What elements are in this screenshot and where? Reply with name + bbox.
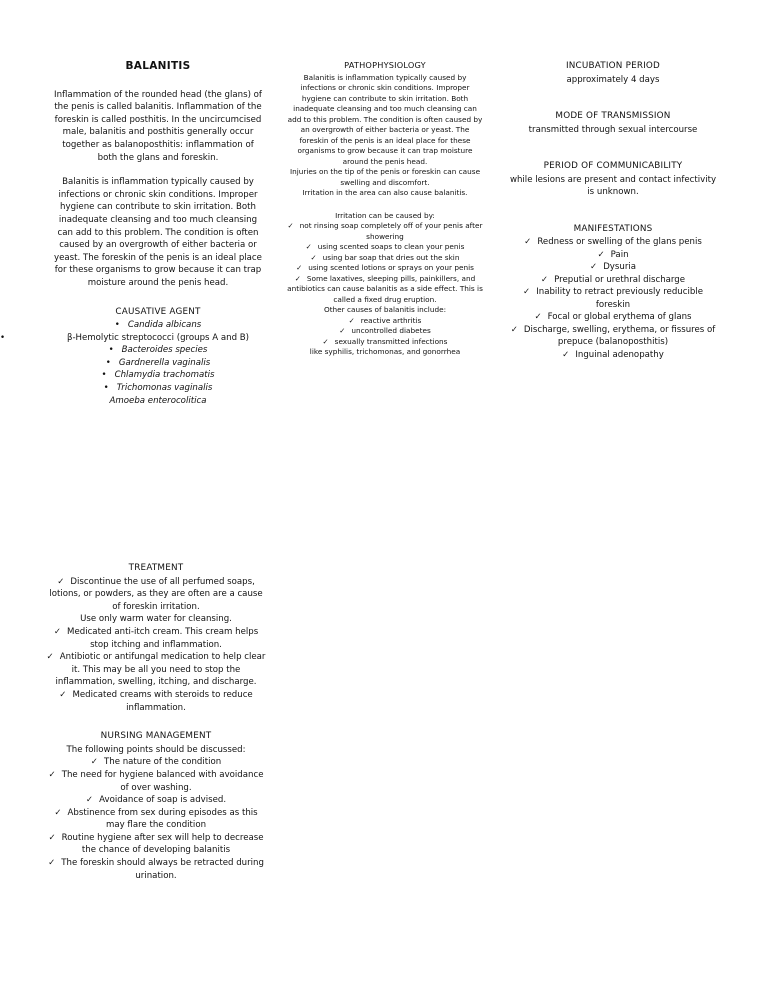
other-causes-intro: Other causes of balanitis include: <box>323 305 447 314</box>
manifestation-item: ✓ Inability to retract previously reducible foreskin <box>508 286 718 311</box>
agent-item: • Candida albicans <box>52 319 264 332</box>
agent-item: • β-Hemolytic streptococci (groups A and B) <box>52 332 264 345</box>
nursing-intro: The following points should be discussed: <box>66 744 246 755</box>
nursing-item: ✓ The nature of the condition <box>44 756 268 769</box>
communicability-text: while lesions are present and contact infectivity is unknown. <box>509 174 717 197</box>
pathophysiology-column <box>286 60 484 358</box>
transmission-heading: MODE OF TRANSMISSION <box>555 111 671 121</box>
manifestation-item: ✓ Discharge, swelling, erythema, or fissures of prepuce (balanoposthitis) <box>508 324 718 349</box>
manifestations-list <box>508 236 718 361</box>
treatment-item: ✓ Medicated anti-itch cream. This cream helps stop itching and inflammation. <box>44 626 268 651</box>
agent-item: • Gardnerella vaginalis <box>52 357 264 370</box>
other-cause-item: ✓ uncontrolled diabetes <box>286 326 484 337</box>
nursing-item: ✓ Abstinence from sex during episodes as this may flare the condition <box>44 807 268 832</box>
nursing-item: ✓ The foreskin should always be retracted during urination. <box>44 857 268 882</box>
manifestation-item: ✓ Pain <box>508 249 718 262</box>
irritation-item: ✓ using scented soaps to clean your penis <box>286 242 484 253</box>
treatment-list <box>44 576 268 715</box>
other-causes-tail: like syphilis, trichomonas, and gonorrhea <box>309 347 461 356</box>
irritation-item: ✓ not rinsing soap completely off of your penis after showering <box>286 221 484 242</box>
agent-item: • Trichomonas vaginalis <box>52 382 264 395</box>
agent-item: Amoeba enterocolitica <box>109 395 207 406</box>
manifestations-heading: MANIFESTATIONS <box>573 223 653 234</box>
intro-paragraph-2: Balanitis is inflammation typically caused by infections or chronic skin conditions. Improper hygiene can contribute to skin irritation. Both inadequate cleansing and too much cleansing can add to this problem. The condition is often caused by an overgrowth of either bacteria or yeast. The foreskin of the penis is an ideal place for these organisms to grow because it can trap moisture around the penis head. <box>54 177 262 288</box>
other-cause-item: ✓ sexually transmitted infections <box>286 337 484 348</box>
manifestation-item: ✓ Dysuria <box>508 261 718 274</box>
irritation-intro: Irritation can be caused by: <box>335 210 435 220</box>
causative-agent-heading: CAUSATIVE AGENT <box>115 306 201 317</box>
causative-agent-list <box>52 319 264 407</box>
incubation-text: approximately 4 days <box>566 74 660 85</box>
nursing-item: ✓ Avoidance of soap is advised. <box>44 794 268 807</box>
document-title: BALANITIS <box>125 60 191 72</box>
balanitis-overview-column <box>52 60 264 407</box>
treatment-nursing-column <box>44 562 268 882</box>
treatment-heading: TREATMENT <box>128 563 184 573</box>
patho-paragraph-1: Balanitis is inflammation typically caused by infections or chronic skin conditions. Improper hygiene can contribute to skin irritation. Both inadequate cleansing and too much cleansing can add to this problem. The condition is often caused by an overgrowth of either bacteria or yeast. The foreskin of the penis is an ideal place for these organisms to grow because it can trap moisture around the penis head. <box>287 72 483 166</box>
nursing-item: ✓ Routine hygiene after sex will help to decrease the chance of developing balanitis <box>44 832 268 857</box>
intro-paragraph-1: Inflammation of the rounded head (the glans) of the penis is called balanitis. Inflammation of the foreskin is called posthitis. In the uncircumcised male, balanitis and posthitis generally occur together as balanoposthitis: inflammation of both the glans and foreskin. <box>54 89 262 163</box>
irritation-item: ✓ Some laxatives, sleeping pills, painkillers, and antibiotics can cause balanitis as a side effect. This is called a fixed drug eruption. <box>286 274 484 306</box>
nursing-list <box>44 756 268 882</box>
clinical-info-column <box>508 60 718 361</box>
irritation-item: ✓ using bar soap that dries out the skin <box>286 253 484 264</box>
irritation-item: ✓ using scented lotions or sprays on your penis <box>286 263 484 274</box>
treatment-item: ✓ Antibiotic or antifungal medication to help clear it. This may be all you need to stop the inflammation, swelling, itching, and discharge. <box>44 651 268 689</box>
manifestation-item: ✓ Redness or swelling of the glans penis <box>508 236 718 249</box>
manifestation-item: ✓ Inguinal adenopathy <box>508 349 718 362</box>
agent-item: • Bacteroides species <box>52 344 264 357</box>
nursing-management-heading: NURSING MANAGEMENT <box>100 731 212 742</box>
manifestation-item: ✓ Preputial or urethral discharge <box>508 274 718 287</box>
irritation-list <box>286 221 484 305</box>
treatment-item: ✓ Medicated creams with steroids to reduce inflammation. <box>44 689 268 714</box>
incubation-heading: INCUBATION PERIOD <box>565 61 661 71</box>
treatment-note: Use only warm water for cleansing. <box>80 614 232 625</box>
nursing-item: ✓ The need for hygiene balanced with avoidance of over washing. <box>44 769 268 794</box>
communicability-heading: PERIOD OF COMMUNICABILITY <box>543 161 683 171</box>
agent-item: • Chlamydia trachomatis <box>52 369 264 382</box>
other-cause-item: ✓ reactive arthritis <box>286 316 484 327</box>
pathophysiology-heading: PATHOPHYSIOLOGY <box>344 60 426 70</box>
transmission-text: transmitted through sexual intercourse <box>528 124 698 135</box>
other-causes-list <box>286 316 484 348</box>
patho-paragraph-3: Irritation in the area can also cause balanitis. <box>302 188 468 197</box>
patho-paragraph-2: Injuries on the tip of the penis or foreskin can cause swelling and discomfort. <box>289 167 481 187</box>
manifestation-item: ✓ Focal or global erythema of glans <box>508 311 718 324</box>
treatment-item: ✓ Discontinue the use of all perfumed soaps, lotions, or powders, as they are often are a cause of foreskin irritation. <box>44 576 268 614</box>
